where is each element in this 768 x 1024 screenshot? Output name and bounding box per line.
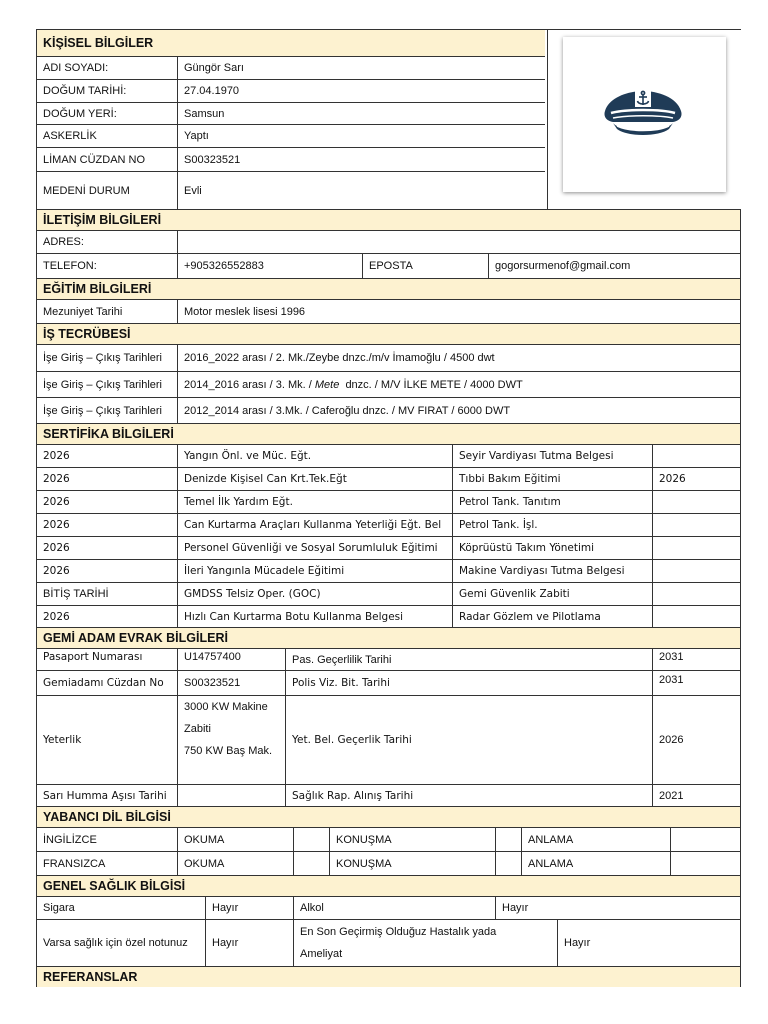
reading-level	[293, 852, 329, 875]
certificate-name: Can Kurtarma Araçları Kullanma Yeterliği Eğt. Bel	[177, 514, 452, 536]
speaking-level	[495, 852, 521, 875]
photo-area	[547, 30, 742, 209]
certificate-row	[37, 583, 740, 606]
language-row	[37, 852, 740, 876]
yellow-fever-row	[37, 785, 740, 807]
certificate-name: Personel Güvenliği ve Sosyal Sorumluluk Eğitimi	[177, 537, 452, 559]
port-book-label: LİMAN CÜZDAN NO	[43, 153, 146, 166]
graduation-value: Motor meslek lisesi 1996	[177, 300, 740, 323]
experience-value-part: 2014_2016 arası / 3. Mk. /	[184, 378, 315, 391]
experience-dates-label: İşe Giriş – Çıkış Tarihleri	[43, 378, 162, 391]
certificate-date: 2026	[43, 450, 70, 462]
certificate-date: 2026	[652, 468, 740, 490]
alcohol-value: Hayır	[495, 897, 740, 919]
understanding-level	[670, 852, 740, 875]
yellow-fever-value	[177, 785, 285, 806]
certificate-row	[37, 491, 740, 514]
certificate-date	[652, 537, 740, 559]
understanding-level	[670, 828, 740, 851]
experience-dates-label: İşe Giriş – Çıkış Tarihleri	[43, 352, 162, 364]
experience-header: İŞ TECRÜBESİ	[37, 324, 740, 345]
certificate-name: Köprüüstü Takım Yönetimi	[452, 537, 652, 559]
experience-row	[37, 398, 740, 424]
competency-validity-value: 2026	[652, 696, 740, 784]
experience-value: 2016_2022 arası / 2. Mk./Zeybe dnzc./m/v İmamoğlu / 4500 dwt	[177, 345, 740, 371]
personal-row-name	[37, 57, 545, 80]
email-label: EPOSTA	[362, 254, 488, 278]
name-value: Güngör Sarı	[177, 57, 545, 79]
understanding-label: ANLAMA	[521, 852, 670, 875]
certificate-name: Hızlı Can Kurtarma Botu Kullanma Belgesi	[177, 606, 452, 627]
experience-value	[177, 372, 740, 397]
experience-dates-label: İşe Giriş – Çıkış Tarihleri	[43, 404, 162, 417]
captain-hat-icon	[599, 87, 687, 143]
certificate-name: Petrol Tank. İşl.	[452, 514, 652, 536]
education-header: EĞİTİM BİLGİLERİ	[37, 279, 740, 300]
illness-label-line: Ameliyat	[300, 948, 343, 960]
speaking-level	[495, 828, 521, 851]
marital-label: MEDENİ DURUM	[43, 184, 130, 197]
certificate-date	[652, 560, 740, 582]
certificate-date	[652, 514, 740, 536]
health-row-smoking	[37, 897, 740, 920]
language-name: FRANSIZCA	[43, 857, 106, 870]
languages-header: YABANCI DİL BİLGİSİ	[37, 807, 740, 828]
competency-label: Yeterlik	[43, 734, 82, 746]
certificate-date	[652, 491, 740, 513]
competency-line: 3000 KW Makine	[184, 701, 268, 713]
passport-value: U14757400	[177, 649, 285, 670]
contact-row-address	[37, 231, 740, 254]
passport-row	[37, 649, 740, 671]
graduation-label: Mezuniyet Tarihi	[43, 305, 123, 318]
language-name: İNGİLİZCE	[43, 833, 97, 846]
competency-row	[37, 696, 740, 785]
certificate-row	[37, 537, 740, 560]
seaman-book-label: Gemiadamı Cüzdan No	[43, 677, 164, 689]
certificate-row	[37, 560, 740, 583]
health-header: GENEL SAĞLIK BİLGİSİ	[37, 876, 740, 897]
special-note-label: Varsa sağlık için özel notunuz	[43, 937, 188, 949]
seaman-docs-header: GEMİ ADAM EVRAK BİLGİLERİ	[37, 628, 740, 649]
understanding-label: ANLAMA	[521, 828, 670, 851]
birthdate-value: 27.04.1970	[177, 80, 545, 102]
certificate-date: 2026	[43, 542, 70, 554]
contact-info-header: İLETİŞİM BİLGİLERİ	[37, 209, 740, 231]
speaking-label: KONUŞMA	[329, 828, 495, 851]
personal-row-military	[37, 125, 545, 148]
alcohol-label: Alkol	[293, 897, 495, 919]
yellow-fever-label: Sarı Humma Aşısı Tarihi	[43, 789, 167, 802]
health-report-label: Sağlık Rap. Alınış Tarihi	[285, 785, 652, 806]
certificate-date: 2026	[43, 519, 70, 531]
cv-form	[36, 29, 741, 987]
health-row-special	[37, 920, 740, 967]
address-label: ADRES:	[43, 236, 84, 248]
certificate-name: Denizde Kişisel Can Krt.Tek.Eğt	[177, 468, 452, 490]
passport-label: Pasaport Numarası	[43, 651, 143, 663]
marital-value: Evli	[177, 172, 545, 209]
experience-value-vessel-italic: Mete	[314, 378, 340, 391]
certificate-name: İleri Yangınla Mücadele Eğitimi	[177, 560, 452, 582]
email-value: gogorsurmenof@gmail.com	[488, 254, 740, 278]
references-header: REFERANSLAR	[37, 967, 740, 987]
illness-label	[293, 920, 557, 966]
certificate-row	[37, 514, 740, 537]
certificate-end-date-label: BİTİŞ TARİHİ	[43, 588, 109, 600]
seaman-book-value: S00323521	[177, 671, 285, 695]
name-label: ADI SOYADI:	[43, 62, 109, 74]
phone-label: TELEFON:	[43, 260, 97, 272]
certificate-date: 2026	[43, 473, 70, 485]
experience-value-part: dnzc. / M/V İLKE METE / 4000 DWT	[339, 378, 523, 391]
special-note-value: Hayır	[205, 920, 293, 966]
birthplace-label: DOĞUM YERİ:	[43, 107, 117, 120]
education-row	[37, 300, 740, 324]
profile-photo	[563, 37, 726, 192]
certificate-date	[652, 583, 740, 605]
phone-value: +905326552883	[177, 254, 362, 278]
certificate-name: Makine Vardiyası Tutma Belgesi	[452, 560, 652, 582]
address-value	[177, 231, 740, 253]
certificate-name: Tıbbi Bakım Eğitimi	[452, 468, 652, 490]
certificates-header: SERTİFİKA BİLGİLERİ	[37, 424, 740, 445]
seaman-book-row	[37, 671, 740, 696]
experience-row	[37, 372, 740, 398]
experience-row	[37, 345, 740, 372]
contact-row-phone	[37, 254, 740, 279]
reading-label: OKUMA	[177, 852, 293, 875]
illness-label-line: En Son Geçirmiş Olduğuz Hastalık yada	[300, 926, 497, 938]
certificate-row	[37, 606, 740, 628]
certificate-date: 2026	[43, 496, 70, 508]
personal-row-birthplace	[37, 103, 545, 125]
port-book-value: S00323521	[177, 148, 545, 171]
reading-label: OKUMA	[177, 828, 293, 851]
certificate-date: 2026	[43, 610, 70, 623]
competency-line: 750 KW Baş Mak.	[184, 745, 273, 757]
speaking-label: KONUŞMA	[329, 852, 495, 875]
police-visa-label: Polis Viz. Bit. Tarihi	[285, 671, 652, 695]
certificate-date	[652, 445, 740, 467]
certificate-name: Seyir Vardiyası Tutma Belgesi	[452, 445, 652, 467]
passport-validity-label: Pas. Geçerlilik Tarihi	[285, 649, 652, 670]
experience-value: 2012_2014 arası / 3.Mk. / Caferoğlu dnzc. / MV FIRAT / 6000 DWT	[177, 398, 740, 423]
smoking-value: Hayır	[205, 897, 293, 919]
competency-validity-label: Yet. Bel. Geçerlik Tarihi	[285, 696, 652, 784]
military-label: ASKERLİK	[43, 130, 97, 142]
language-row	[37, 828, 740, 852]
illness-value: Hayır	[557, 920, 740, 966]
certificate-date: 2026	[43, 565, 70, 577]
certificate-date	[652, 606, 740, 627]
military-value: Yaptı	[177, 125, 545, 147]
personal-row-port-book	[37, 148, 545, 172]
smoking-label: Sigara	[43, 902, 75, 914]
personal-row-birthdate	[37, 80, 545, 103]
certificate-name: Temel İlk Yardım Eğt.	[177, 491, 452, 513]
police-visa-value: 2031	[652, 671, 740, 695]
competency-line: Zabiti	[184, 723, 211, 735]
birthplace-value: Samsun	[177, 103, 545, 124]
certificate-name: Yangın Önl. ve Müc. Eğt.	[177, 445, 452, 467]
certificate-row	[37, 468, 740, 491]
reading-level	[293, 828, 329, 851]
birthdate-label: DOĞUM TARİHİ:	[43, 85, 127, 97]
certificate-row	[37, 445, 740, 468]
certificate-name: Radar Gözlem ve Pilotlama	[452, 606, 652, 627]
health-report-value: 2021	[652, 785, 740, 806]
certificate-name: Gemi Güvenlik Zabiti	[452, 583, 652, 605]
personal-info-header: KİŞİSEL BİLGİLER	[37, 30, 545, 57]
competency-value	[177, 696, 285, 784]
passport-validity-value: 2031	[652, 649, 740, 670]
personal-row-marital	[37, 172, 545, 209]
certificate-name: GMDSS Telsiz Oper. (GOC)	[177, 583, 452, 605]
certificate-name: Petrol Tank. Tanıtım	[452, 491, 652, 513]
